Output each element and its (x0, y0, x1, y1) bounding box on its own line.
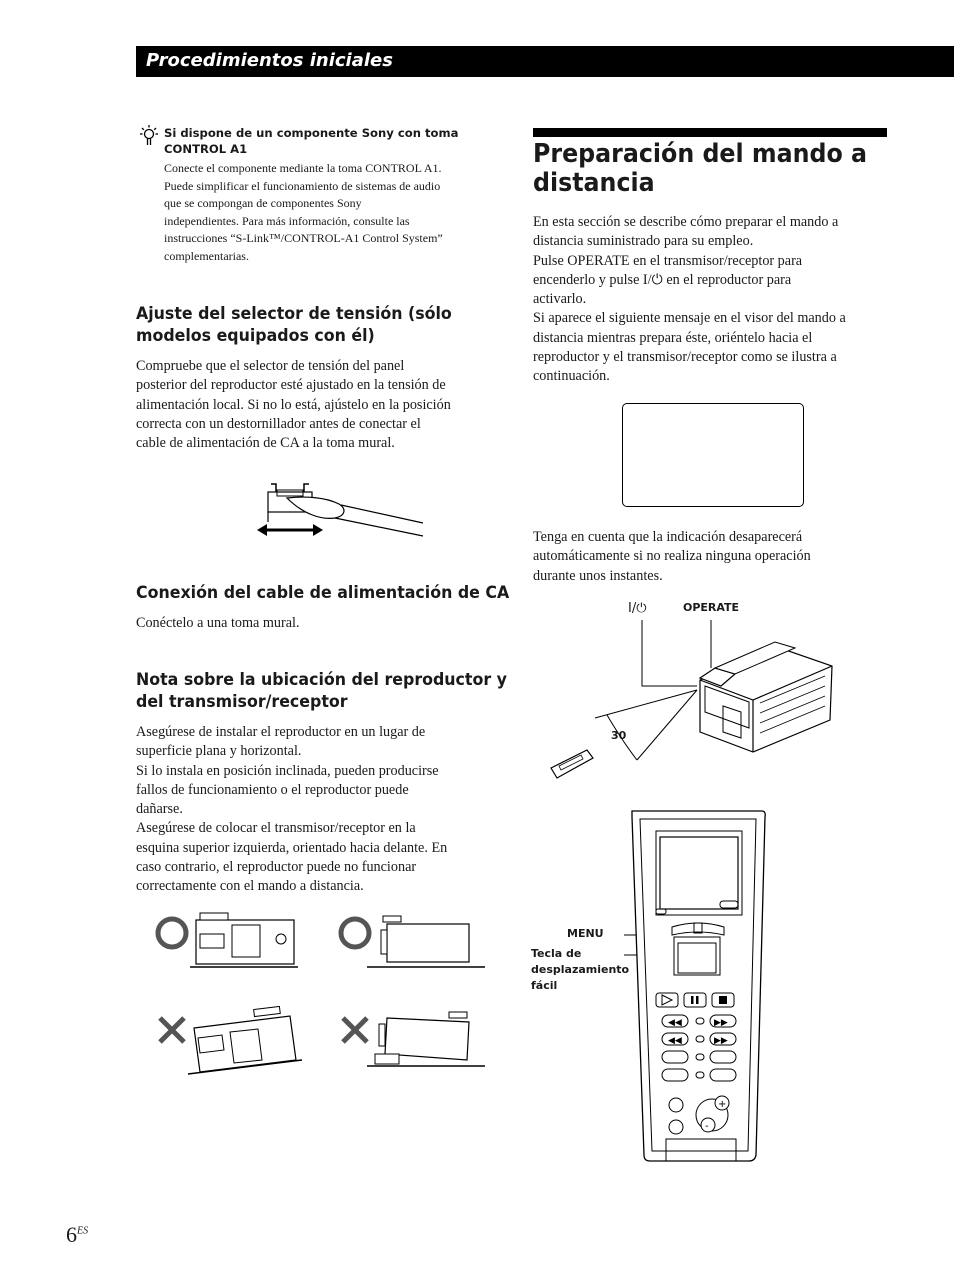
placement-correct-front-illustration (150, 908, 305, 972)
location-heading: Nota sobre la ubicación del reproductor y del transmisor/receptor (136, 670, 507, 712)
svg-text:▶▶: ▶▶ (714, 1036, 728, 1046)
angle-label: 30 (611, 729, 627, 742)
ac-cable-body: Conéctelo a una toma mural. (136, 615, 300, 631)
page-number: $6^{ES}$ (66, 1222, 89, 1247)
placement-correct-side-illustration (335, 908, 490, 972)
remote-heading-rule (533, 128, 887, 137)
svg-text:-: - (705, 1121, 709, 1132)
menu-label: MENU (567, 927, 604, 940)
remote-aiming-illustration (545, 610, 840, 785)
remote-control-illustration (610, 805, 770, 1167)
tip-lightbulb-icon (138, 123, 158, 147)
remote-intro: En esta sección se describe cómo preparar el mando a distancia suministrado para su empleo. Pulse OPERATE en el transmisor/receptor para encenderlo y pulse I/⏻ en el reproductor para activarlo. Si aparece el siguiente mensaje en el visor del mando a distancia mientras prepara éste, oriéntelo hacia el reproductor y el transmisor/receptor como se ilustra a continuación. (533, 214, 846, 385)
section-header-bar (136, 46, 954, 77)
svg-text:◀◀: ◀◀ (668, 1018, 682, 1028)
placement-wrong-front-illustration (150, 1002, 310, 1076)
page-suffix: ES (77, 1225, 89, 1237)
tip-heading: Si dispone de un componente Sony con toma CONTROL A1 (164, 126, 459, 156)
power-label: I/⏻ (628, 601, 647, 616)
voltage-heading: Ajuste del selector de tensión (sólo modelos equipados con él) (136, 304, 452, 346)
section-title: Procedimientos iniciales (146, 50, 393, 71)
svg-text:+: + (718, 1099, 727, 1110)
location-body: Asegúrese de instalar el reproductor en un lugar de superficie plana y horizontal. Si lo instala en posición inclinada, pueden producirse fallos de funcionamiento o el reproductor puede dañarse. Asegúrese de colocar el transmisor/receptor en la esquina superior izquierda, orientado hacia delante. En caso contrario, el reproductor puede no funcionar correctamente con el mando a distancia. (136, 724, 448, 895)
ac-cable-heading: Conexión del cable de alimentación de CA (136, 583, 510, 603)
voltage-body: Compruebe que el selector de tensión del panel posterior del reproductor esté ajustado en la tensión de alimentación local. Si no lo está, ajústelo en la posición correcta con un destornillador antes de conectar el cable de alimentación de CA a la toma mural. (136, 358, 451, 452)
remote-heading: Preparación del mando a distancia (533, 139, 868, 198)
placement-wrong-side-illustration (335, 1002, 490, 1076)
remote-note: Tenga en cuenta que la indicación desaparecerá automáticamente si no realiza ninguna operación durante unos instantes. (533, 529, 811, 584)
svg-text:◀◀: ◀◀ (668, 1036, 682, 1046)
display-message-box (622, 403, 804, 507)
tip-body: Conecte el componente mediante la toma CONTROL A1. Puede simplificar el funcionamiento de sistemas de audio que se compongan de componentes Sony independientes. Para más información, consulte las instrucciones “S-Link™/CONTROL-A1 Control System” complementarias. (164, 161, 443, 263)
svg-text:▶▶: ▶▶ (714, 1018, 728, 1028)
voltage-selector-illustration (255, 474, 430, 546)
operate-label: OPERATE (683, 601, 740, 614)
jog-key-label: Tecla de desplazamiento fácil (531, 947, 630, 992)
